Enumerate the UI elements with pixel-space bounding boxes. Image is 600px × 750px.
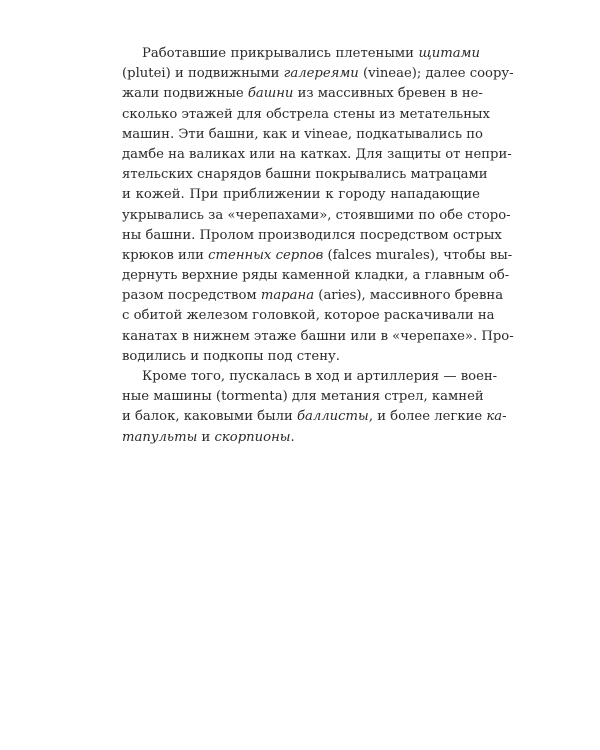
paragraph: [122, 44, 514, 367]
text-run: .: [290, 429, 295, 445]
text-run: дамбе на валиках или на катках. Для защиты от непри-: [122, 146, 512, 162]
text-line: [122, 165, 488, 185]
text-run: и кожей. При приближении к городу нападающие: [122, 187, 480, 203]
paragraph: [122, 367, 507, 448]
text-line: [122, 367, 498, 387]
text-line: [122, 125, 483, 145]
text-line: [122, 105, 490, 125]
text-run: и: [197, 429, 215, 445]
italic-term: тарана: [260, 288, 315, 304]
text-line: [122, 206, 511, 226]
text-run: (falces murales), чтобы вы-: [323, 247, 513, 263]
text-run: водились и подкопы под стену.: [122, 348, 340, 364]
text-line: [122, 226, 502, 246]
text-run: с обитой железом головкой, которое раскачивали на: [122, 308, 495, 324]
text-run: (aries), массивного бревна: [314, 288, 504, 304]
text-run: крюков или: [122, 247, 209, 263]
text-run: жали подвижные: [122, 86, 248, 102]
text-run: Работавшие прикрывались плетеными: [142, 46, 419, 61]
italic-term: щитами: [418, 46, 480, 61]
italic-term: галереями: [283, 66, 359, 82]
text-run: Кроме того, пускалась в ход и артиллерия — воен-: [142, 369, 498, 384]
text-run: ятельских снарядов башни покрывались матрацами: [122, 167, 488, 183]
text-run: (vineae); далее соору-: [358, 66, 514, 82]
text-run: сколько этажей для обстрела стены из метательных: [122, 106, 490, 122]
text-run: и балок, каковыми были: [122, 409, 297, 425]
italic-term: баллисты: [296, 409, 369, 425]
text-line: [122, 246, 513, 266]
text-line: [122, 44, 480, 64]
text-run: канатах в нижнем этаже башни или в «черепахе». Про-: [122, 328, 514, 344]
text-line: [122, 266, 510, 286]
text-run: укрывались за «черепахами», стоявшими по обе сторо-: [122, 207, 511, 223]
text-run: дернуть верхние ряды каменной кладки, а главным об-: [122, 268, 510, 284]
text-line: [122, 185, 480, 205]
text-run: ные машины (tormenta) для метания стрел, камней: [122, 389, 484, 405]
italic-term: стенных серпов: [208, 247, 324, 263]
text-run: (plutei) и подвижными: [122, 66, 284, 82]
text-run: разом посредством: [122, 288, 261, 304]
body-text: [122, 44, 514, 448]
text-line: [122, 145, 512, 165]
text-line: [122, 387, 484, 407]
text-run: , и более легкие: [368, 409, 487, 425]
text-line: [122, 347, 480, 367]
text-line: [122, 407, 507, 427]
text-run: из массивных бревен в не-: [293, 86, 483, 102]
text-line: [122, 428, 480, 448]
text-line: [122, 327, 514, 347]
italic-term: тапульты: [122, 429, 198, 445]
text-run: ны башни. Пролом производился посредством острых: [122, 227, 502, 243]
text-line: [122, 286, 504, 306]
text-line: [122, 84, 483, 104]
text-line: [122, 64, 514, 84]
text-run: машин. Эти башни, как и vineae, подкатывались по: [122, 126, 483, 142]
italic-term: башни: [247, 86, 294, 102]
italic-term: скорпионы: [214, 429, 291, 445]
italic-term: ка-: [486, 409, 507, 425]
text-line: [122, 306, 495, 326]
